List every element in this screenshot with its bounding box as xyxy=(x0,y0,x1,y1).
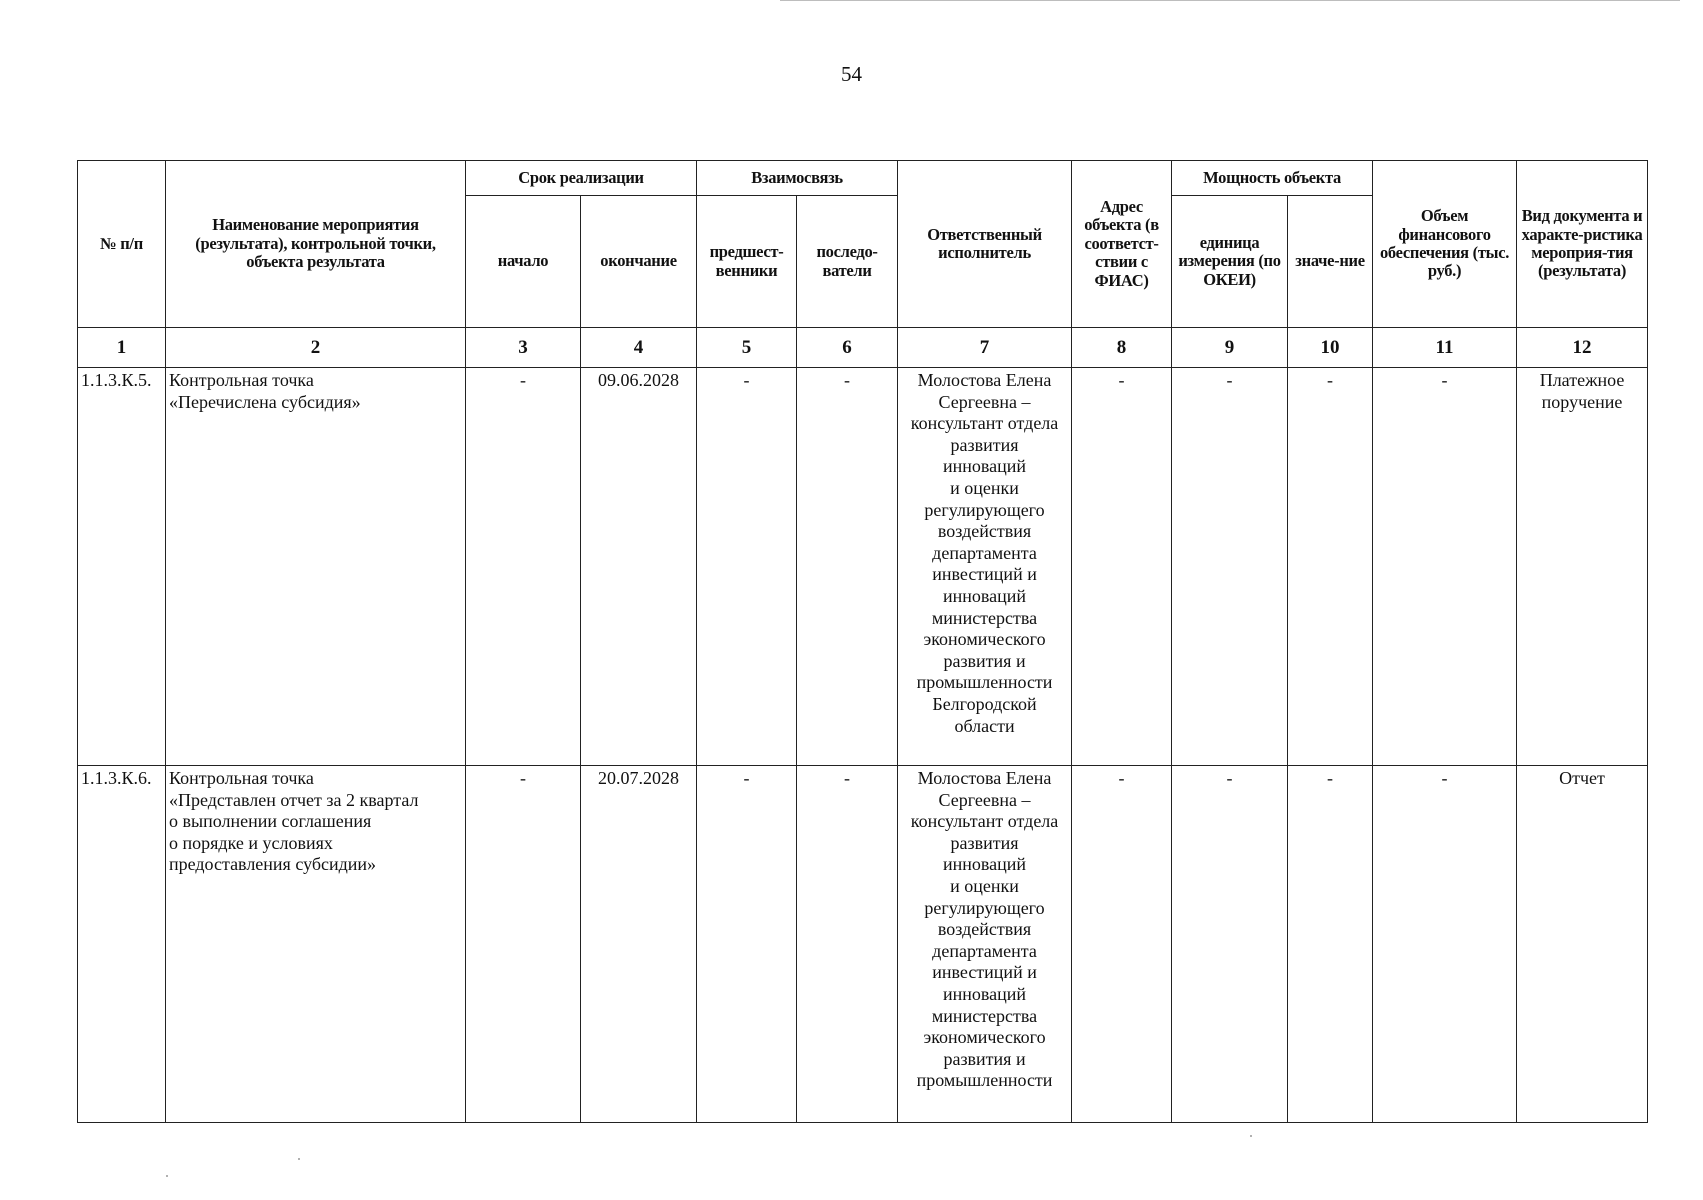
row-finance: - xyxy=(1373,368,1517,766)
row-unit: - xyxy=(1172,368,1288,766)
table-row xyxy=(78,766,1648,1123)
header-number: № п/п xyxy=(78,161,166,328)
page-top-line xyxy=(780,0,1680,1)
row-document: Платежное поручение xyxy=(1517,368,1648,766)
row-successors: - xyxy=(797,368,898,766)
scan-speck xyxy=(1250,1135,1252,1137)
row-number: 1.1.3.К.6. xyxy=(78,766,166,1123)
row-value: - xyxy=(1288,368,1373,766)
header-doc: Вид документа и характе-ристика мероприя-тия (результата) xyxy=(1517,161,1648,328)
header-capacity-group: Мощность объекта xyxy=(1172,161,1373,196)
header-row-1 xyxy=(78,161,1648,196)
column-number: 11 xyxy=(1373,328,1517,368)
header-end: окончание xyxy=(581,196,697,328)
header-start: начало xyxy=(466,196,581,328)
column-number: 4 xyxy=(581,328,697,368)
header-value: значе-ние xyxy=(1288,196,1373,328)
column-number: 10 xyxy=(1288,328,1373,368)
column-number: 7 xyxy=(898,328,1072,368)
column-number: 6 xyxy=(797,328,898,368)
scan-speck xyxy=(298,1158,300,1160)
column-number: 1 xyxy=(78,328,166,368)
column-number: 3 xyxy=(466,328,581,368)
row-executor: Молостова Елена Сергеевна – консультант отдела развития инноваций и оценки регулирующего воздействия департамента инвестиций и инноваций министерства экономического развития и промышленности xyxy=(898,766,1072,1123)
column-number: 5 xyxy=(697,328,797,368)
row-value: - xyxy=(1288,766,1373,1123)
header-finance: Объем финансового обеспечения (тыс. руб.) xyxy=(1373,161,1517,328)
scan-speck xyxy=(166,1175,168,1177)
column-number: 2 xyxy=(166,328,466,368)
column-number: 9 xyxy=(1172,328,1288,368)
row-number: 1.1.3.К.5. xyxy=(78,368,166,766)
row-address: - xyxy=(1072,766,1172,1123)
header-successors: последо-ватели xyxy=(797,196,898,328)
plan-table xyxy=(77,160,1648,1123)
column-number: 12 xyxy=(1517,328,1648,368)
header-term-group: Срок реализации xyxy=(466,161,697,196)
row-unit: - xyxy=(1172,766,1288,1123)
header-unit: единица измерения (по ОКЕИ) xyxy=(1172,196,1288,328)
page-number: 54 xyxy=(841,62,862,86)
header-predecessors: предшест-венники xyxy=(697,196,797,328)
header-executor: Ответственный исполнитель xyxy=(898,161,1072,328)
row-document: Отчет xyxy=(1517,766,1648,1123)
row-predecessors: - xyxy=(697,368,797,766)
row-name: Контрольная точка «Представлен отчет за 2 квартал о выполнении соглашения о порядке и условиях предоставления субсидии» xyxy=(166,766,466,1123)
column-number-row xyxy=(78,328,1648,368)
header-address: Адрес объекта (в соответст-ствии с ФИАС) xyxy=(1072,161,1172,328)
row-start: - xyxy=(466,368,581,766)
header-link-group: Взаимосвязь xyxy=(697,161,898,196)
column-number: 8 xyxy=(1072,328,1172,368)
row-finance: - xyxy=(1373,766,1517,1123)
header-name: Наименование мероприятия (результата), контрольной точки, объекта результата xyxy=(166,161,466,328)
table-row xyxy=(78,368,1648,766)
row-end: 09.06.2028 xyxy=(581,368,697,766)
row-successors: - xyxy=(797,766,898,1123)
row-end: 20.07.2028 xyxy=(581,766,697,1123)
row-start: - xyxy=(466,766,581,1123)
row-predecessors: - xyxy=(697,766,797,1123)
row-executor: Молостова Елена Сергеевна – консультант отдела развития инноваций и оценки регулирующего воздействия департамента инвестиций и инноваций министерства экономического развития и промышленности Белгородской области xyxy=(898,368,1072,766)
row-address: - xyxy=(1072,368,1172,766)
row-name: Контрольная точка «Перечислена субсидия» xyxy=(166,368,466,766)
